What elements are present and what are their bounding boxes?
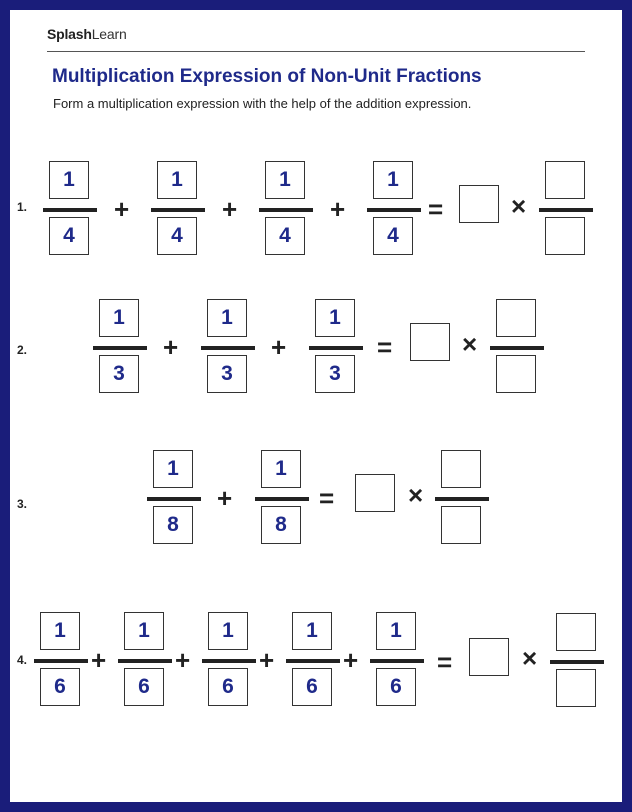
numerator-box: 1 <box>265 161 305 199</box>
equals-sign: = <box>428 194 444 224</box>
numerator-box: 1 <box>376 612 416 650</box>
problem-3-fraction-2 <box>259 450 311 546</box>
answer-numerator-input[interactable] <box>441 450 481 488</box>
numerator-box: 1 <box>208 612 248 650</box>
fraction-bar <box>309 346 363 350</box>
problem-4-fraction-1 <box>38 612 90 708</box>
denominator-box: 8 <box>153 506 193 544</box>
problem-4-answer-fraction <box>554 613 606 709</box>
fraction-bar <box>370 659 424 663</box>
answer-whole-input[interactable] <box>410 323 450 361</box>
problem-3-fraction-1 <box>151 450 203 546</box>
worksheet <box>10 10 622 802</box>
fraction-bar <box>147 497 201 501</box>
equals-sign: = <box>377 332 393 362</box>
denominator-box: 3 <box>99 355 139 393</box>
denominator-box: 4 <box>265 217 305 255</box>
equals-sign: = <box>319 483 335 513</box>
fraction-bar <box>550 660 604 664</box>
problem-2-fraction-3 <box>313 299 365 395</box>
numerator-box: 1 <box>157 161 197 199</box>
answer-whole-input[interactable] <box>355 474 395 512</box>
denominator-box: 4 <box>373 217 413 255</box>
fraction-bar <box>539 208 593 212</box>
problem-3-number: 3. <box>17 497 28 511</box>
times-sign: × <box>408 480 424 510</box>
denominator-box: 6 <box>208 668 248 706</box>
problem-1-fraction-1 <box>47 161 99 257</box>
plus-sign: + <box>114 194 130 224</box>
fraction-bar <box>490 346 544 350</box>
fraction-bar <box>367 208 421 212</box>
fraction-bar <box>43 208 97 212</box>
denominator-box: 3 <box>207 355 247 393</box>
plus-sign: + <box>222 194 238 224</box>
fraction-bar <box>255 497 309 501</box>
fraction-bar <box>93 346 147 350</box>
plus-sign: + <box>91 645 107 675</box>
plus-sign: + <box>330 194 346 224</box>
problem-1-fraction-4 <box>371 161 423 257</box>
problem-4-fraction-2 <box>122 612 174 708</box>
header-divider <box>47 51 585 52</box>
denominator-box: 6 <box>124 668 164 706</box>
problem-4-number: 4. <box>17 653 28 667</box>
fraction-bar <box>201 346 255 350</box>
numerator-box: 1 <box>124 612 164 650</box>
answer-numerator-input[interactable] <box>496 299 536 337</box>
plus-sign: + <box>175 645 191 675</box>
denominator-box: 6 <box>376 668 416 706</box>
page-title: Multiplication Expression of Non-Unit Fractions <box>52 66 482 87</box>
denominator-box: 3 <box>315 355 355 393</box>
answer-whole-input[interactable] <box>469 638 509 676</box>
problem-1-fraction-2 <box>155 161 207 257</box>
numerator-box: 1 <box>153 450 193 488</box>
brand-learn: Learn <box>91 26 127 42</box>
problem-1-fraction-3 <box>263 161 315 257</box>
brand-logo <box>47 26 127 42</box>
plus-sign: + <box>343 645 359 675</box>
problem-4-fraction-3 <box>206 612 258 708</box>
numerator-box: 1 <box>99 299 139 337</box>
times-sign: × <box>462 329 478 359</box>
times-sign: × <box>522 643 538 673</box>
plus-sign: + <box>163 332 179 362</box>
problem-2-number: 2. <box>17 343 28 357</box>
plus-sign: + <box>259 645 275 675</box>
equals-sign: = <box>437 647 453 677</box>
numerator-box: 1 <box>292 612 332 650</box>
fraction-bar <box>151 208 205 212</box>
numerator-box: 1 <box>49 161 89 199</box>
problem-4-fraction-4 <box>290 612 342 708</box>
answer-whole-input[interactable] <box>459 185 499 223</box>
problem-3-answer-fraction <box>439 450 491 546</box>
answer-numerator-input[interactable] <box>545 161 585 199</box>
instruction-text: Form a multiplication expression with the help of the addition expression. <box>53 96 472 111</box>
numerator-box: 1 <box>373 161 413 199</box>
plus-sign: + <box>271 332 287 362</box>
denominator-box: 6 <box>40 668 80 706</box>
numerator-box: 1 <box>315 299 355 337</box>
problem-1-answer-fraction <box>543 161 595 257</box>
answer-denominator-input[interactable] <box>556 669 596 707</box>
plus-sign: + <box>217 483 233 513</box>
denominator-box: 8 <box>261 506 301 544</box>
denominator-box: 4 <box>157 217 197 255</box>
denominator-box: 4 <box>49 217 89 255</box>
times-sign: × <box>511 191 527 221</box>
answer-denominator-input[interactable] <box>496 355 536 393</box>
answer-numerator-input[interactable] <box>556 613 596 651</box>
problem-1-number: 1. <box>17 200 28 214</box>
fraction-bar <box>259 208 313 212</box>
fraction-bar <box>118 659 172 663</box>
problem-2-fraction-1 <box>97 299 149 395</box>
numerator-box: 1 <box>40 612 80 650</box>
problem-2-fraction-2 <box>205 299 257 395</box>
answer-denominator-input[interactable] <box>441 506 481 544</box>
denominator-box: 6 <box>292 668 332 706</box>
fraction-bar <box>286 659 340 663</box>
problem-2-answer-fraction <box>494 299 546 395</box>
brand-splash: Splash <box>47 26 92 42</box>
fraction-bar <box>34 659 88 663</box>
fraction-bar <box>202 659 256 663</box>
numerator-box: 1 <box>261 450 301 488</box>
problem-4-fraction-5 <box>374 612 426 708</box>
fraction-bar <box>435 497 489 501</box>
answer-denominator-input[interactable] <box>545 217 585 255</box>
numerator-box: 1 <box>207 299 247 337</box>
